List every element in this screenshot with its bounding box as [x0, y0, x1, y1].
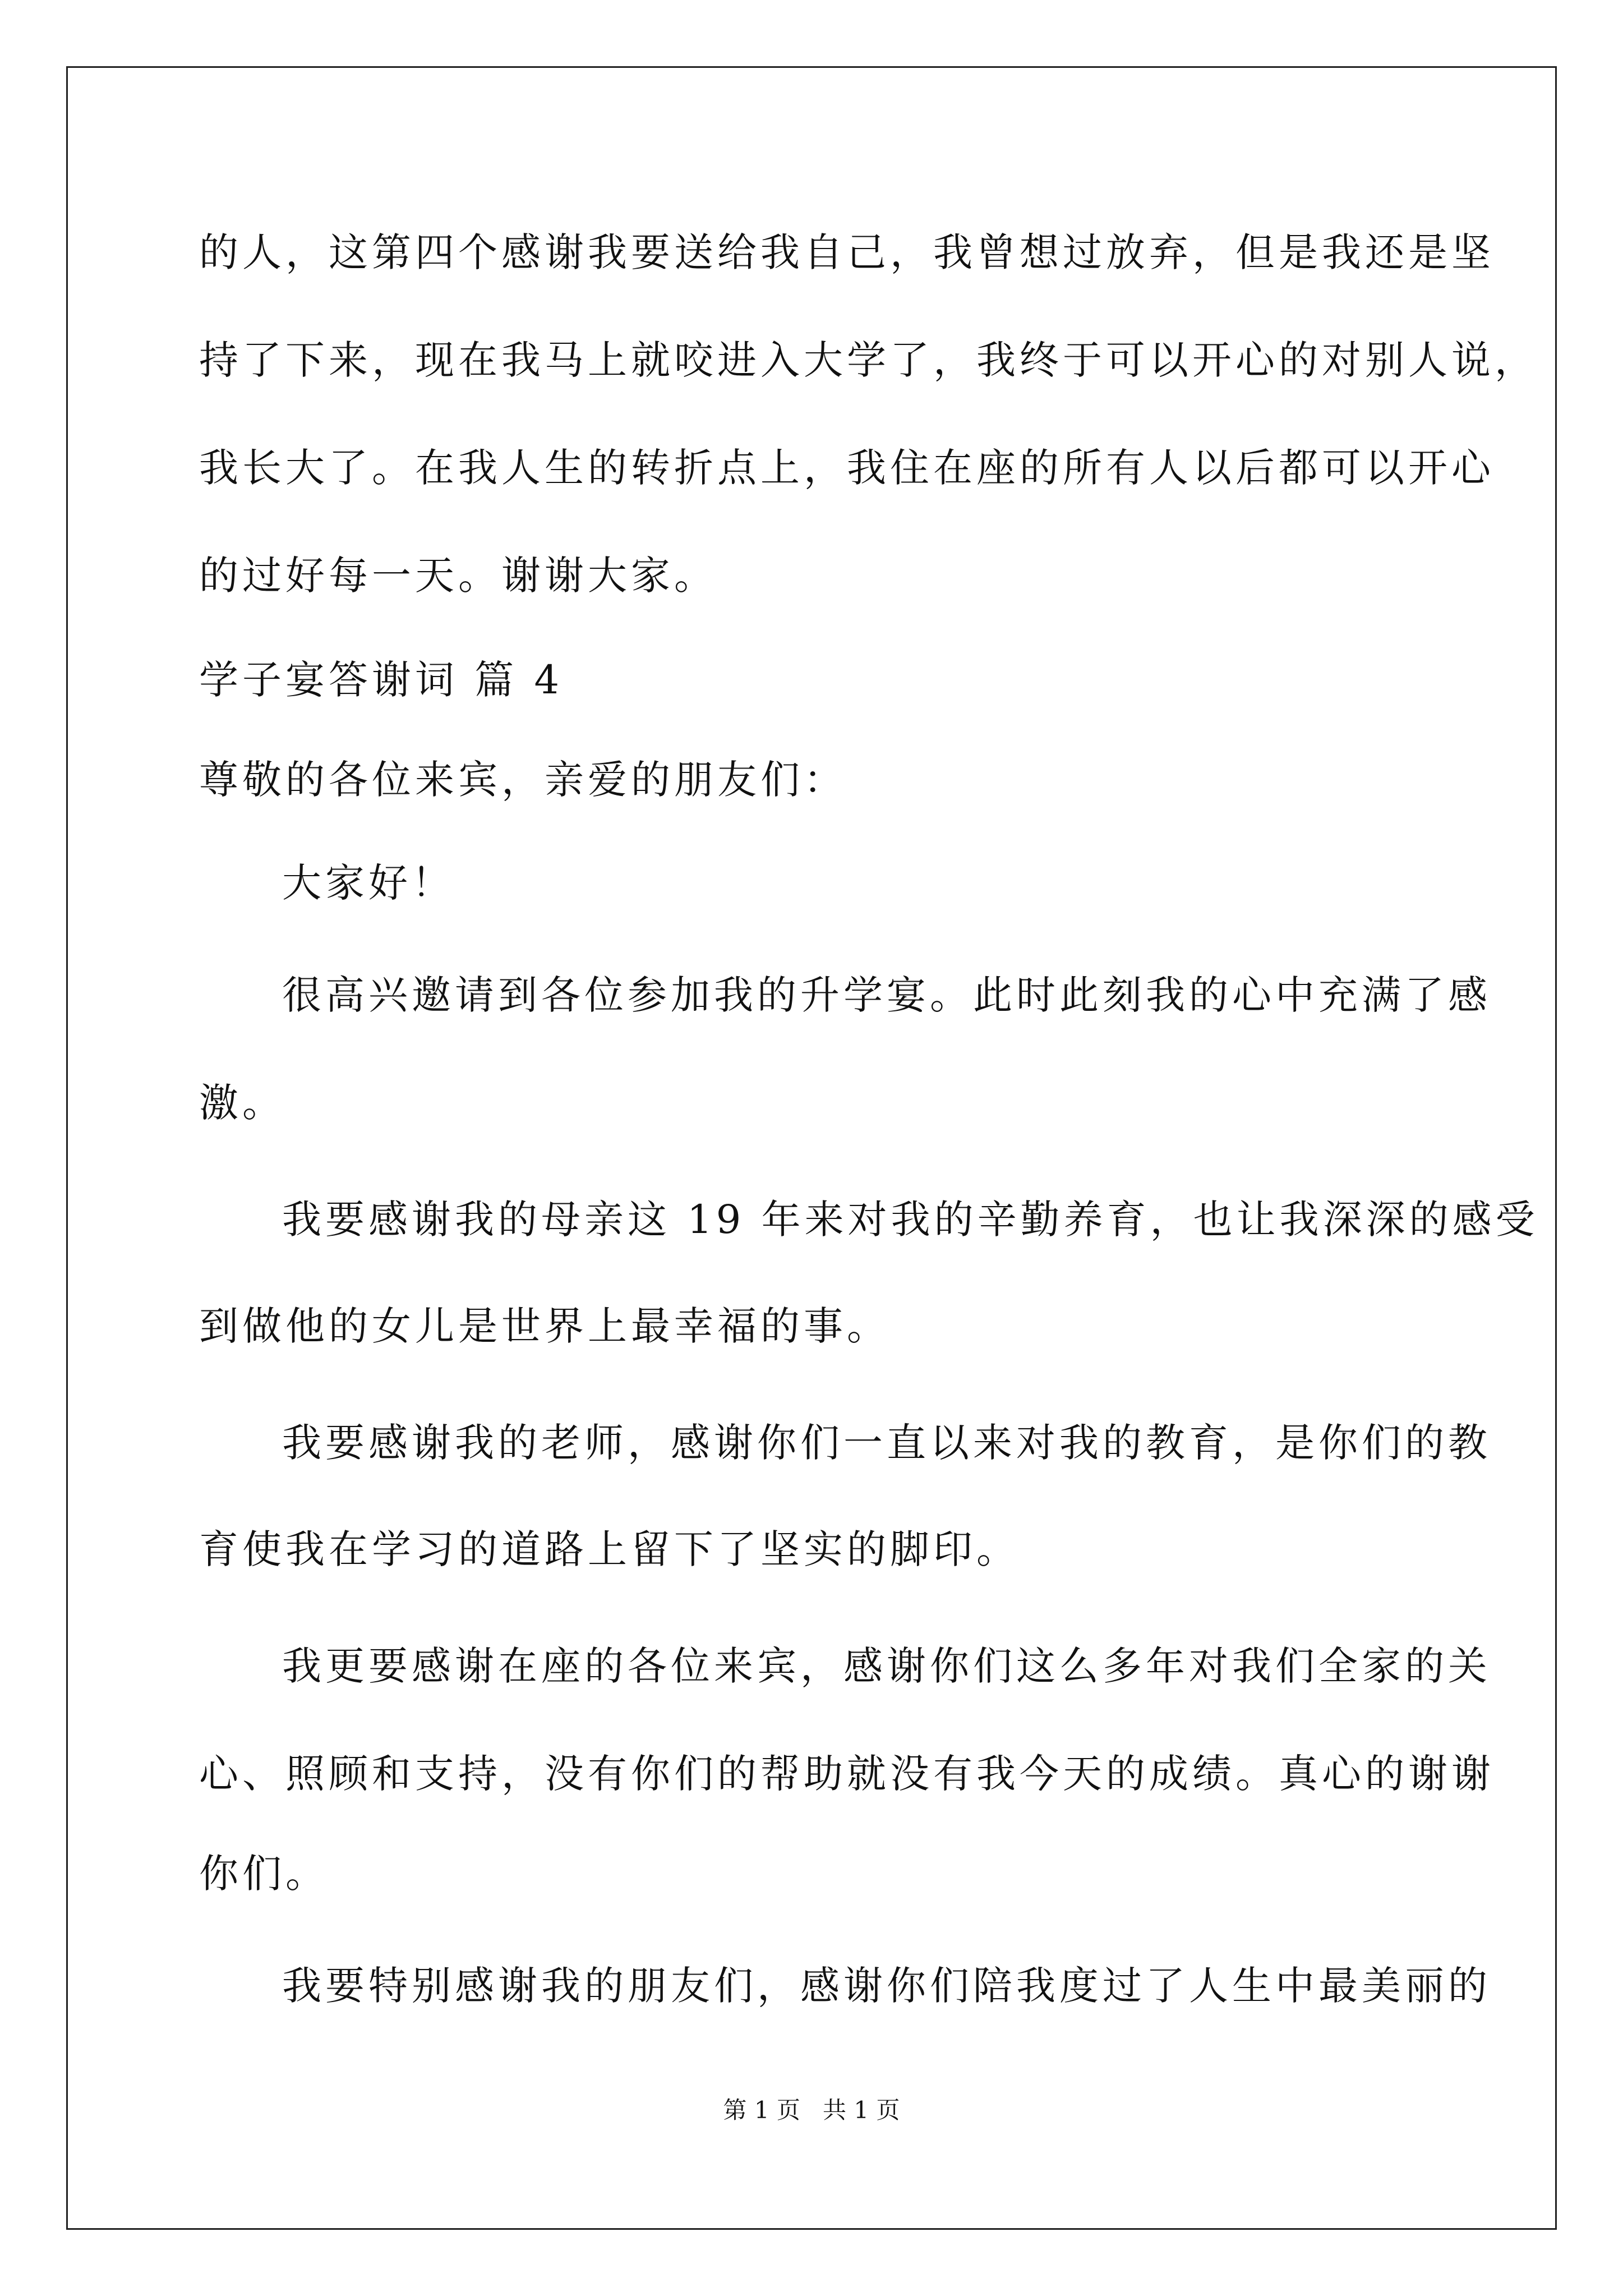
salutation: 尊敬的各位来宾，亲爱的朋友们：: [199, 757, 847, 803]
page-number: 第 1 页 共 1 页: [723, 2096, 900, 2124]
page-border: [66, 66, 1557, 2230]
body-line: 我更要感谢在座的各位来宾，感谢你们这么多年对我们全家的关: [282, 1643, 1491, 1689]
body-line: 持了下来，现在我马上就咬进入大学了，我终于可以开心的对别人说，: [199, 337, 1538, 383]
body-line: 到做他的女儿是世界上最幸福的事。: [199, 1303, 890, 1349]
body-line: 我要特别感谢我的朋友们，感谢你们陪我度过了人生中最美丽的: [282, 1963, 1491, 2009]
body-line: 育使我在学习的道路上留下了坚实的脚印。: [199, 1526, 1020, 1572]
greeting: 大家好！: [282, 860, 455, 906]
body-line: 我要感谢我的老师，感谢你们一直以来对我的教育，是你们的教: [282, 1420, 1491, 1466]
body-line: 激。: [199, 1080, 285, 1126]
body-line: 我长大了。在我人生的转折点上，我住在座的所有人以后都可以开心: [199, 445, 1495, 491]
body-line: 你们。: [199, 1851, 329, 1897]
section-heading: 学子宴答谢词 篇 4: [199, 657, 564, 703]
body-line: 我要感谢我的母亲这 19 年来对我的辛勤养育，也让我深深的感受: [282, 1197, 1539, 1243]
body-line: 心、照顾和支持，没有你们的帮助就没有我今天的成绩。真心的谢谢: [199, 1751, 1495, 1797]
body-line: 很高兴邀请到各位参加我的升学宴。此时此刻我的心中充满了感: [282, 972, 1491, 1018]
body-line: 的人，这第四个感谢我要送给我自己，我曾想过放弃，但是我还是坚: [199, 229, 1495, 275]
body-line: 的过好每一天。谢谢大家。: [199, 553, 717, 599]
